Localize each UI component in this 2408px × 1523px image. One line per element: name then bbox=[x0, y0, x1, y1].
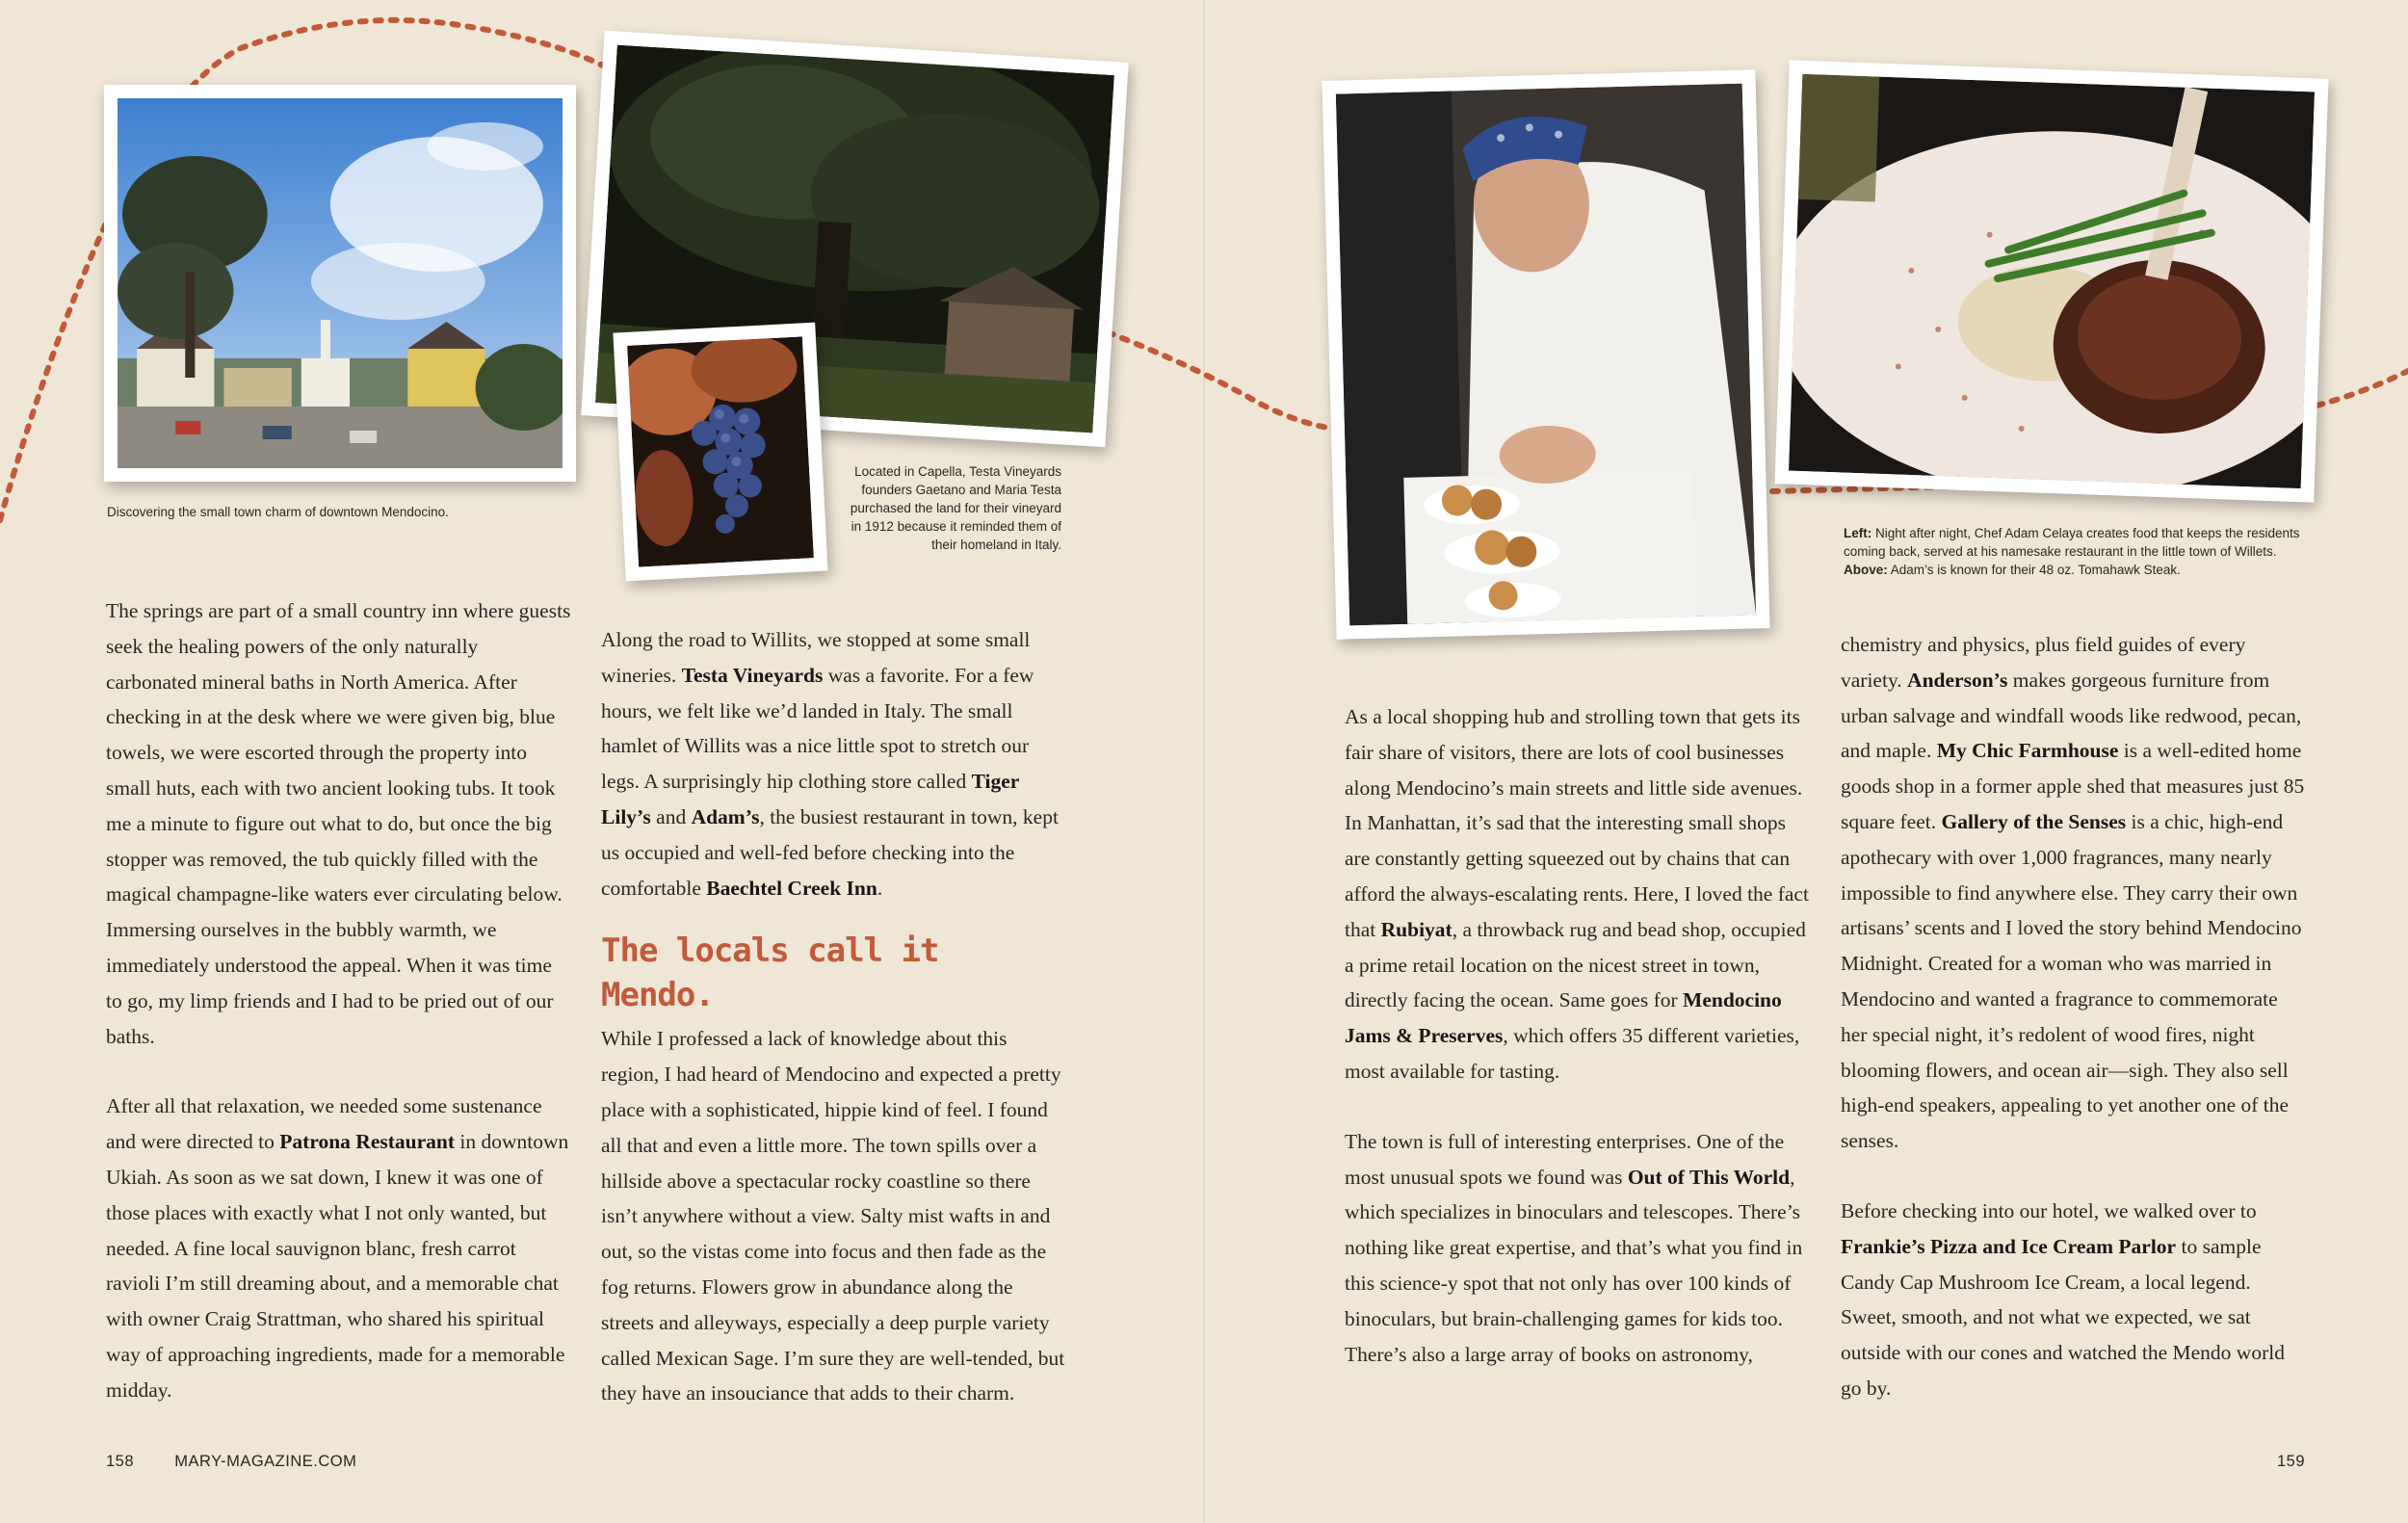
folio-left bbox=[106, 1453, 356, 1471]
paragraph: chemistry and physics, plus field guides of every variety. Anderson’s makes gorgeous furniture from urban salvage and windfall woods like redwood, pecan, and maple. My Chic Farmhouse is a well-edited home goods shop in a former apple shed that measures just 85 square feet. Gallery of the Senses is a chic, high-end apothecary with over 1,000 fragrances, many nearly impossible to find anywhere else. They carry their own artisans’ scents and I loved the story behind Mendocino Midnight. Created for a woman who was married in Mendocino and wanted a fragrance to commemorate her special night, it’s redolent of wood fires, night blooming flowers, and ocean air—sigh. They also sell high-end speakers, appealing to yet another one of the senses. bbox=[1841, 633, 2305, 1153]
folio-right bbox=[2277, 1453, 2305, 1471]
paragraph: While I professed a lack of knowledge about this region, I had heard of Mendocino and expected a pretty place with a sophisticated, hippie kind of feel. I found all that and even a little more. The town spills over a hillside above a spectacular rocky coastline so there isn’t anywhere without a view. Salty mist wafts in and out, so the vistas come into focus and then fade as the fog returns. Flowers grow in abundance along the streets and alleyways, especially a deep purple variety called Mexican Sage. I’m sure they are well-tended, but they have an insouciance that adds to their charm. bbox=[601, 1027, 1065, 1405]
caption-chef-steak bbox=[1844, 524, 2306, 579]
site-url[interactable]: MARY-MAGAZINE.COM bbox=[174, 1453, 357, 1470]
business-name: Gallery of the Senses bbox=[1941, 809, 2127, 833]
section-heading: The locals call it Mendo. bbox=[601, 932, 939, 1015]
photo-chef bbox=[1322, 69, 1769, 640]
photo-steak bbox=[1774, 60, 2328, 502]
caption-text-1: Night after night, Chef Adam Celaya creates food that keeps the residents coming back, served at his namesake restaurant in the little town of Willets. bbox=[1844, 526, 2300, 559]
grapes-image bbox=[627, 336, 814, 566]
business-name: Mendocino Jams & Preserves bbox=[1345, 988, 1782, 1048]
business-name: Out of This World bbox=[1627, 1165, 1791, 1189]
column-4 bbox=[1841, 627, 2308, 1441]
business-name: My Chic Farmhouse bbox=[1936, 739, 2119, 763]
caption-testa: Located in Capella, Testa Vineyards founders Gaetano and Maria Testa purchased the land for their vineyard in 1912 because it reminded them of their homeland in Italy. bbox=[850, 464, 1061, 552]
paragraph: As a local shopping hub and strolling town that gets its fair share of visitors, there are lots of cool businesses along Mendocino’s main streets and little side avenues. In Manhattan, it’s sad that the interesting small shops are constantly getting squeezed out by chains that can afford the always-escalating rents. Here, I loved the fact that Rubiyat, a throwback rug and bead shop, occupied a prime retail location on the nicest street in town, directly facing the ocean. Same goes for Mendocino Jams & Preserves, which offers 35 different varieties, most available for tasting. bbox=[1345, 705, 1809, 1083]
photo-grapes bbox=[613, 323, 827, 582]
caption-mendocino: Discovering the small town charm of downtown Mendocino. bbox=[107, 505, 449, 519]
caption-text-2: Adam’s is known for their 48 oz. Tomahawk Steak. bbox=[1887, 563, 2181, 577]
business-name: Adam’s bbox=[691, 804, 760, 828]
caption-label-above: Above: bbox=[1844, 563, 1888, 577]
business-name: Testa Vineyards bbox=[681, 663, 824, 687]
business-name: Patrona Restaurant bbox=[279, 1130, 456, 1154]
column-2 bbox=[601, 622, 1068, 1446]
paragraph: Along the road to Willits, we stopped at some small wineries. Testa Vineyards was a favorite. For a few hours, we felt like we’d landed in Italy. The small hamlet of Willits was a nice little spot to stretch our legs. A surprisingly hip clothing store called Tiger Lily’s and Adam’s, the busiest restaurant in town, kept us occupied and well-fed before checking into the comfortable Baechtel Creek Inn. bbox=[601, 628, 1059, 900]
column-1 bbox=[106, 593, 573, 1443]
page-number: 158 bbox=[106, 1453, 135, 1470]
business-name: Rubiyat bbox=[1380, 917, 1453, 941]
business-name: Frankie’s Pizza and Ice Cream Parlor bbox=[1841, 1234, 2177, 1258]
chef-image bbox=[1336, 84, 1756, 626]
paragraph: The town is full of interesting enterprises. One of the most unusual spots we found was Out of This World, which specializes in binoculars and telescopes. There’s nothing like great expertise, and that’s what you find in this science-y spot that not only has over 100 kinds of binoculars, but brain-challenging games for kids too. There’s also a large array of books on astronomy, bbox=[1345, 1129, 1803, 1366]
paragraph: Before checking into our hotel, we walked over to Frankie’s Pizza and Ice Cream Parlor to sample Candy Cap Mushroom Ice Cream, a local legend. Sweet, smooth, and not what we expected, we sat outside with our cones and watched the Mendo world go by. bbox=[1841, 1198, 2285, 1400]
business-name: Anderson’s bbox=[1907, 668, 2008, 692]
paragraph: After all that relaxation, we needed some sustenance and were directed to Patrona Restaurant in downtown Ukiah. As soon as we sat down, I knew it was one of those places with exactly what I not only wanted, but needed. A fine local sauvignon blanc, fresh carrot ravioli I’m still dreaming about, and a memorable chat with owner Craig Strattman, who shared his spiritual way of approaching ingredients, made for a memorable midday. bbox=[106, 1094, 569, 1402]
mendocino-town-image bbox=[118, 98, 563, 468]
column-3 bbox=[1345, 699, 1812, 1406]
photo-mendocino-town bbox=[104, 85, 576, 482]
business-name: Tiger Lily’s bbox=[601, 770, 1019, 828]
steak-image bbox=[1789, 74, 2315, 488]
page-number: 159 bbox=[2277, 1453, 2306, 1470]
business-name: Baechtel Creek Inn bbox=[706, 876, 877, 900]
caption-label-left: Left: bbox=[1844, 526, 1872, 540]
paragraph: The springs are part of a small country inn where guests seek the healing powers of the only naturally carbonated mineral baths in North America. After checking in at the desk where we were given big, blue towels, we were escorted through the property into small huts, each with two ancient looking tubs. It took me a minute to figure out what to do, but once the big stopper was removed, the tub quickly filled with the magical champagne-like waters ever circulating below. Immersing ourselves in the bubbly warmth, we immediately understood the appeal. When it was time to go, my limp friends and I had to be pried out of our baths. bbox=[106, 599, 571, 1048]
